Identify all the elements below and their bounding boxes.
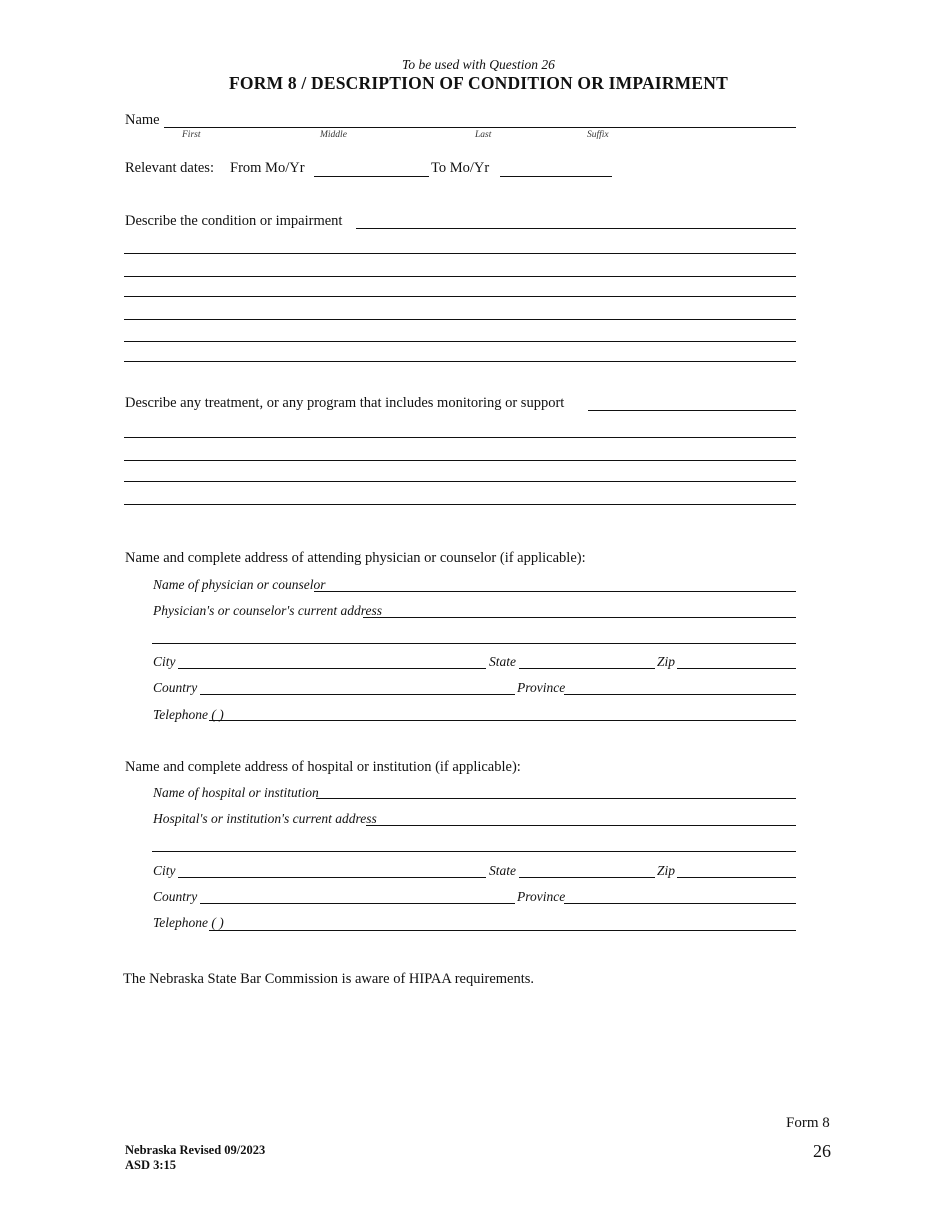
condition-input-line-4[interactable] (124, 296, 796, 297)
page-number: 26 (813, 1141, 831, 1161)
physician-state-label: State (489, 654, 516, 669)
treatment-input-line-1[interactable] (588, 410, 796, 411)
physician-telephone-label: Telephone ( ) (153, 707, 224, 722)
hospital-country-label: Country (153, 889, 198, 904)
treatment-label: Describe any treatment, or any program that includes monitoring or support (125, 395, 565, 411)
from-date-input[interactable] (314, 176, 429, 177)
hospital-address-input-1[interactable] (366, 825, 796, 826)
physician-section-label: Name and complete address of attending physician or counselor (if applicable): (125, 550, 586, 566)
hospital-address-label: Hospital's or institution's current address (153, 811, 377, 826)
form-title: FORM 8 / DESCRIPTION OF CONDITION OR IMPAIRMENT (229, 73, 728, 93)
hospital-telephone-input[interactable] (209, 930, 796, 931)
to-date-label: To Mo/Yr (431, 160, 490, 176)
treatment-input-line-3[interactable] (124, 460, 796, 461)
physician-province-input[interactable] (564, 694, 796, 695)
physician-country-input[interactable] (200, 694, 515, 695)
condition-input-line-3[interactable] (124, 276, 796, 277)
relevant-dates-label: Relevant dates: (125, 160, 214, 176)
hospital-city-input[interactable] (178, 877, 486, 878)
hospital-zip-input[interactable] (677, 877, 796, 878)
hospital-province-input[interactable] (564, 903, 796, 904)
physician-telephone-input[interactable] (209, 720, 796, 721)
physician-name-label: Name of physician or counselor (153, 577, 326, 592)
hospital-zip-label: Zip (657, 863, 676, 878)
hospital-province-label: Province (517, 889, 566, 904)
hospital-country-input[interactable] (200, 903, 515, 904)
physician-address-label: Physician's or counselor's current address (153, 603, 383, 618)
hospital-state-label: State (489, 863, 516, 878)
name-input[interactable] (164, 127, 796, 128)
hospital-city-label: City (153, 863, 176, 878)
name-last-sublabel: Last (475, 130, 492, 140)
from-date-label: From Mo/Yr (230, 160, 305, 176)
footer-code: ASD 3:15 (125, 1158, 177, 1172)
condition-input-line-1[interactable] (356, 228, 796, 229)
treatment-input-line-2[interactable] (124, 437, 796, 438)
physician-province-label: Province (517, 680, 566, 695)
hospital-name-input[interactable] (316, 798, 796, 799)
physician-name-input[interactable] (314, 591, 796, 592)
treatment-input-line-4[interactable] (124, 481, 796, 482)
form-subtitle: To be used with Question 26 (402, 57, 555, 72)
physician-state-input[interactable] (519, 668, 655, 669)
name-first-sublabel: First (182, 130, 201, 140)
condition-input-line-7[interactable] (124, 361, 796, 362)
hospital-section-label: Name and complete address of hospital or institution (if applicable): (125, 759, 521, 775)
physician-city-input[interactable] (178, 668, 486, 669)
physician-zip-label: Zip (657, 654, 676, 669)
physician-country-label: Country (153, 680, 198, 695)
footer-form-label: Form 8 (786, 1115, 830, 1131)
hospital-address-input-2[interactable] (152, 851, 796, 852)
physician-address-input-1[interactable] (363, 617, 796, 618)
condition-label: Describe the condition or impairment (125, 213, 343, 229)
hipaa-note: The Nebraska State Bar Commission is aware of HIPAA requirements. (123, 971, 535, 987)
name-label: Name (125, 112, 160, 128)
physician-address-input-2[interactable] (152, 643, 796, 644)
physician-zip-input[interactable] (677, 668, 796, 669)
hospital-name-label: Name of hospital or institution (153, 785, 319, 800)
hospital-state-input[interactable] (519, 877, 655, 878)
treatment-input-line-5[interactable] (124, 504, 796, 505)
to-date-input[interactable] (500, 176, 612, 177)
footer-revised: Nebraska Revised 09/2023 (125, 1143, 266, 1157)
name-middle-sublabel: Middle (320, 130, 347, 140)
condition-input-line-5[interactable] (124, 319, 796, 320)
hospital-telephone-label: Telephone ( ) (153, 915, 224, 930)
physician-city-label: City (153, 654, 176, 669)
condition-input-line-2[interactable] (124, 253, 796, 254)
condition-input-line-6[interactable] (124, 341, 796, 342)
name-suffix-sublabel: Suffix (587, 130, 609, 140)
